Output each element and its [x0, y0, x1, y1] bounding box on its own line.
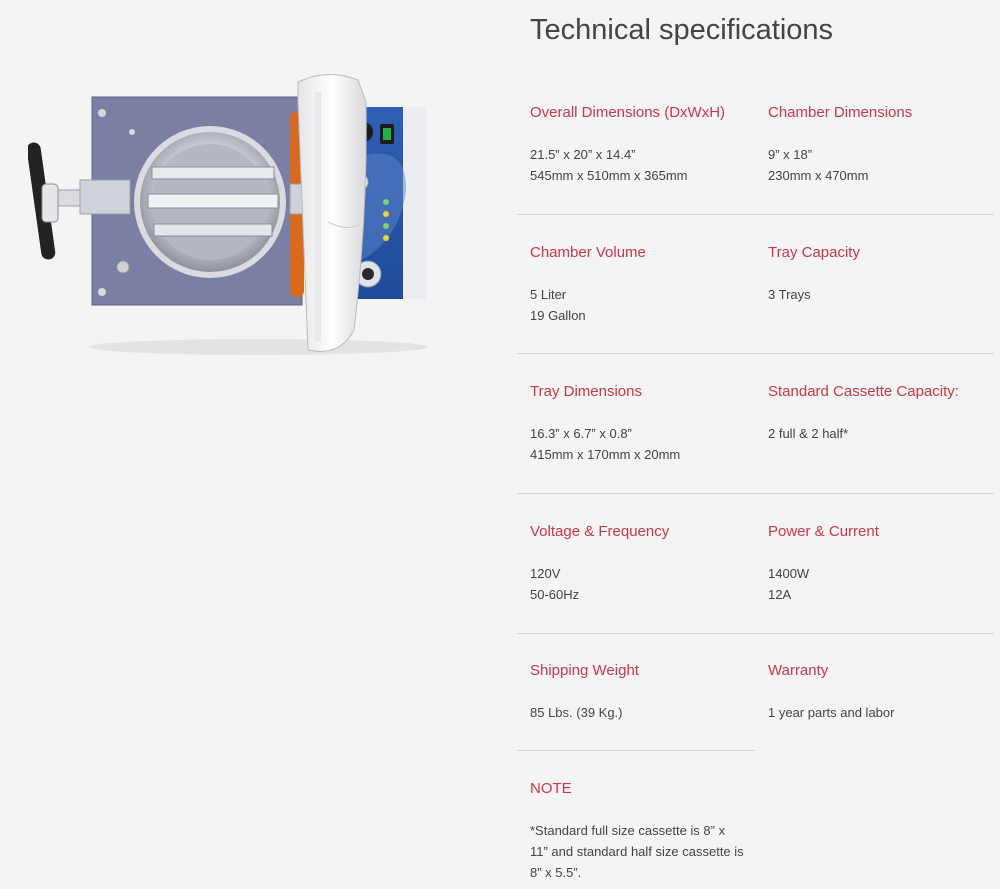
spec-value-line: 9” x 18” — [768, 147, 813, 162]
spec-row — [517, 383, 994, 494]
spec-value-line: 120V — [530, 566, 561, 581]
spec-label: Power & Current — [768, 523, 879, 540]
spec-value — [530, 423, 745, 465]
spec-cassette-capacity — [768, 383, 988, 444]
note-label: NOTE — [530, 780, 572, 797]
spec-row — [517, 662, 895, 751]
spec-value-line: 1 year parts and labor — [768, 705, 895, 720]
spec-chamber-dimensions — [768, 104, 988, 186]
spec-chamber-volume — [530, 244, 745, 326]
spec-value-line: 50-60Hz — [530, 587, 580, 602]
spec-value — [530, 702, 745, 723]
spec-value-line: 5 Liter — [530, 287, 567, 302]
spec-value-line: 19 Gallon — [530, 308, 586, 323]
spec-value — [530, 144, 745, 186]
spec-value — [530, 284, 745, 326]
spec-label: Overall Dimensions (DxWxH) — [530, 104, 726, 121]
note-text: *Standard full size cassette is 8” x 11” and standard half size cassette is 8” x 5.5”. — [530, 823, 744, 880]
spec-value — [768, 423, 988, 444]
spec-row — [517, 523, 994, 634]
spec-label: Tray Dimensions — [530, 383, 642, 400]
spec-label: Shipping Weight — [530, 662, 639, 679]
spec-power-current — [768, 523, 988, 605]
spec-value — [530, 563, 745, 605]
spec-row — [517, 244, 994, 354]
spec-label: Voltage & Frequency — [530, 523, 670, 540]
spec-shipping-weight — [530, 662, 745, 723]
page-title: Technical specifications — [530, 14, 834, 46]
spec-value-line: 230mm x 470mm — [768, 168, 869, 183]
spec-label: Tray Capacity — [768, 244, 860, 261]
spec-tray-capacity — [768, 244, 988, 305]
spec-tray-dimensions — [530, 383, 745, 465]
spec-note — [517, 780, 994, 885]
spec-value-line: 3 Trays — [768, 287, 811, 302]
note-block — [530, 780, 745, 883]
spec-value-line: 85 Lbs. (39 Kg.) — [530, 705, 623, 720]
spec-row — [517, 104, 994, 215]
spec-value — [768, 284, 988, 305]
spec-voltage-frequency — [530, 523, 745, 605]
spec-label: Warranty — [768, 662, 829, 679]
spec-label: Chamber Volume — [530, 244, 646, 261]
spec-value — [768, 563, 988, 605]
spec-label: Standard Cassette Capacity: — [768, 383, 959, 400]
spec-value-line: 16.3” x 6.7” x 0.8” — [530, 426, 632, 441]
spec-value-line: 1400W — [768, 566, 810, 581]
spec-value-line: 545mm x 510mm x 365mm — [530, 168, 688, 183]
autoclave-sterilizer-image — [28, 62, 428, 357]
spec-value-line: 21.5” x 20” x 14.4” — [530, 147, 636, 162]
spec-overall-dimensions — [530, 104, 745, 186]
spec-value-line: 415mm x 170mm x 20mm — [530, 447, 681, 462]
spec-label: Chamber Dimensions — [768, 104, 913, 121]
spec-value-line: 2 full & 2 half* — [768, 426, 849, 441]
spec-value-line: 12A — [768, 587, 792, 602]
spec-value — [768, 144, 988, 186]
spec-value — [768, 702, 988, 723]
spec-warranty — [768, 662, 988, 723]
